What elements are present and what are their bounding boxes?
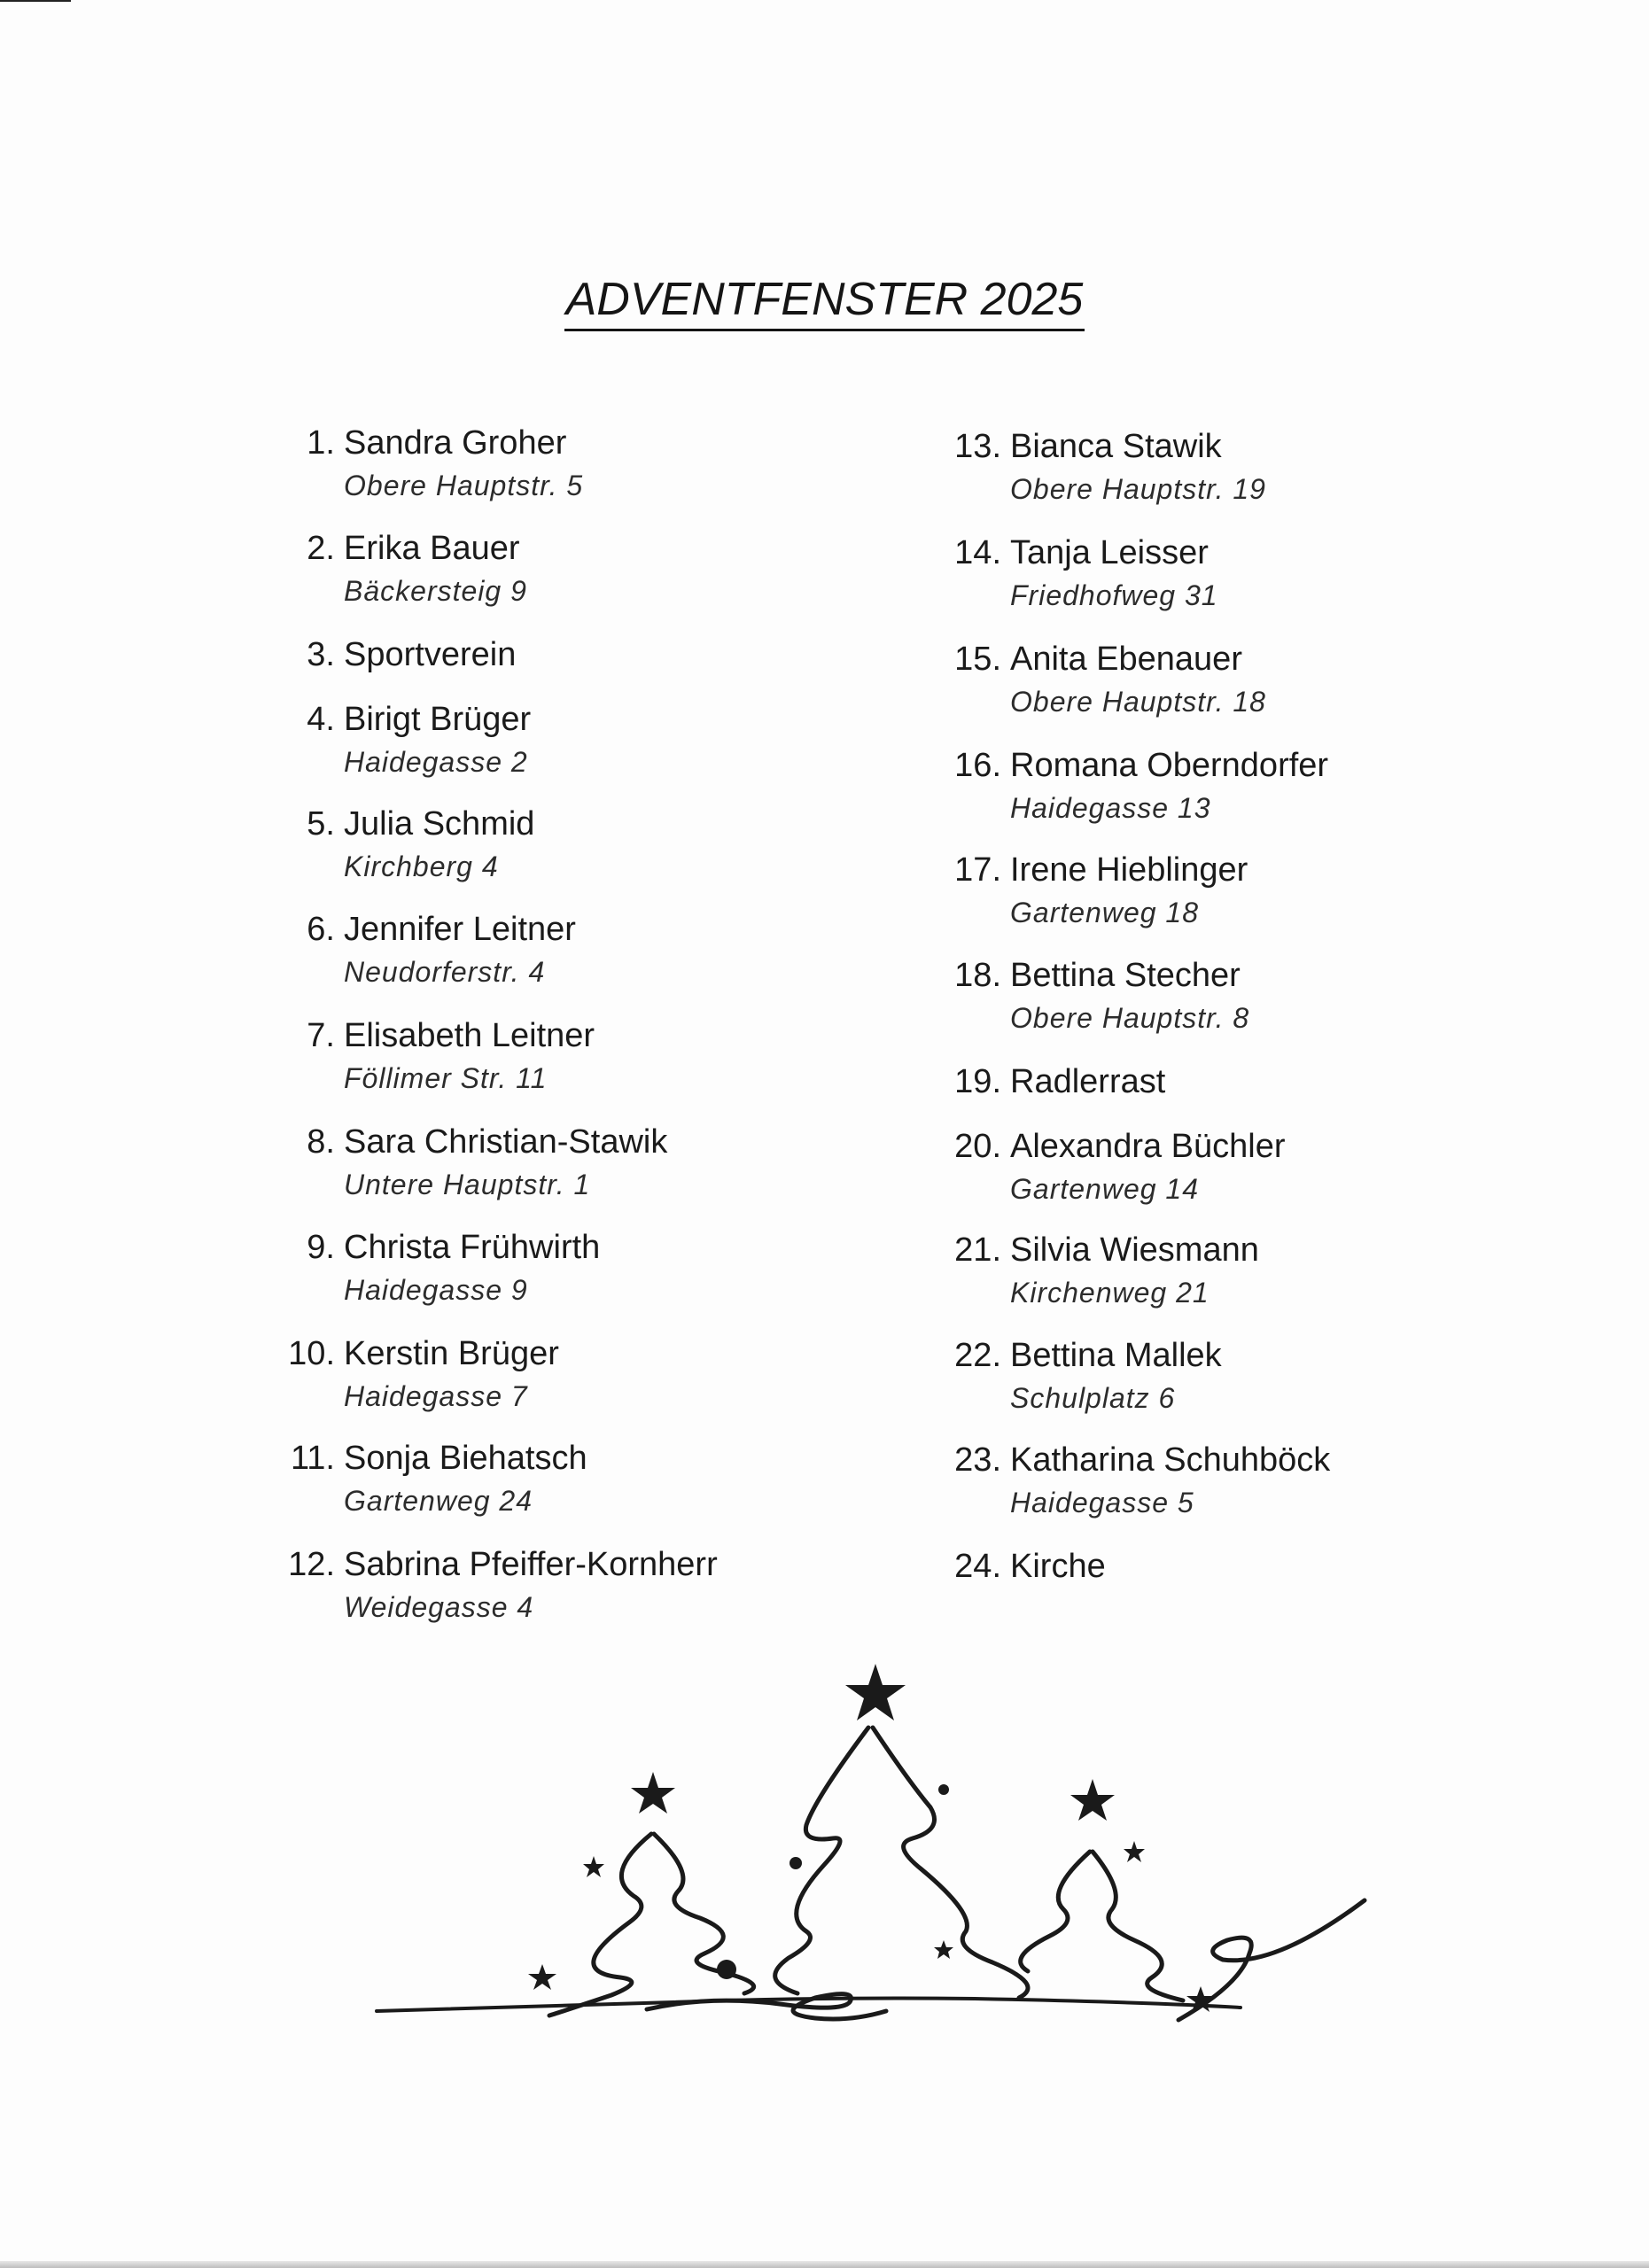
entry-name: Sara Christian-Stawik xyxy=(344,1123,668,1161)
entry-name: Julia Schmid xyxy=(344,805,535,843)
entry-name: Sandra Groher xyxy=(344,424,567,462)
entry-address: Gartenweg 24 xyxy=(344,1485,533,1517)
entry-name: Sonja Biehatsch xyxy=(344,1440,587,1477)
entry-name: Christa Frühwirth xyxy=(344,1229,601,1266)
list-item: 5. Julia Schmid Kirchberg 4 xyxy=(344,803,534,884)
entry-name: Tanja Leisser xyxy=(1010,534,1209,571)
list-item: 17. Irene Hieblinger Gartenweg 18 xyxy=(1010,849,1248,930)
entry-name: Alexandra Büchler xyxy=(1010,1128,1286,1165)
list-item: 10. Kerstin Brüger Haidegasse 7 xyxy=(344,1332,559,1414)
entry-address: Gartenweg 18 xyxy=(1010,897,1200,928)
entry-address: Friedhofweg 31 xyxy=(1010,579,1218,611)
entry-name: Katharina Schuhböck xyxy=(1010,1441,1331,1479)
list-item: 1. Sandra Groher Obere Hauptstr. 5 xyxy=(344,422,583,503)
scan-edge-top xyxy=(0,0,71,2)
list-item: 15. Anita Ebenauer Obere Hauptstr. 18 xyxy=(1010,638,1266,719)
list-item: 13. Bianca Stawik Obere Hauptstr. 19 xyxy=(1010,425,1266,507)
scan-edge-bottom xyxy=(0,2261,1649,2268)
list-item: 24. Kirche xyxy=(1010,1545,1106,1588)
entry-name: Elisabeth Leitner xyxy=(344,1017,595,1054)
entry-name: Bettina Stecher xyxy=(1010,957,1241,994)
entry-name: Irene Hieblinger xyxy=(1010,851,1248,889)
entry-address: Haidegasse 5 xyxy=(1010,1487,1194,1518)
list-item: 20. Alexandra Büchler Gartenweg 14 xyxy=(1010,1125,1286,1207)
entry-address: Obere Hauptstr. 5 xyxy=(344,470,584,501)
list-item: 23. Katharina Schuhböck Haidegasse 5 xyxy=(1010,1439,1330,1520)
list-item: 12. Sabrina Pfeiffer-Kornherr Weidegasse 4 xyxy=(344,1543,718,1625)
list-item: 11. Sonja Biehatsch Gartenweg 24 xyxy=(344,1437,587,1518)
list-item: 7. Elisabeth Leitner Föllimer Str. 11 xyxy=(344,1014,595,1096)
entry-name: Silvia Wiesmann xyxy=(1010,1231,1259,1269)
entry-address: Bäckersteig 9 xyxy=(344,575,527,607)
entry-name: Romana Oberndorfer xyxy=(1010,747,1329,784)
page-title: ADVENTFENSTER 2025 xyxy=(0,273,1649,326)
list-item: 14. Tanja Leisser Friedhofweg 31 xyxy=(1010,532,1218,613)
entry-address: Kirchberg 4 xyxy=(344,850,499,882)
entry-address: Schulplatz 6 xyxy=(1010,1382,1176,1414)
christmas-trees-illustration xyxy=(354,1648,1382,2073)
entry-name: Bianca Stawik xyxy=(1010,428,1222,465)
entry-address: Föllimer Str. 11 xyxy=(344,1062,548,1094)
list-item: 22. Bettina Mallek Schulplatz 6 xyxy=(1010,1334,1222,1416)
list-item: 16. Romana Oberndorfer Haidegasse 13 xyxy=(1010,744,1328,826)
list-item: 2. Erika Bauer Bäckersteig 9 xyxy=(344,527,527,609)
entry-name: Birigt Brüger xyxy=(344,701,532,738)
entry-address: Gartenweg 14 xyxy=(1010,1173,1200,1205)
list-item: 19. Radlerrast xyxy=(1010,1060,1165,1103)
entry-name: Kerstin Brüger xyxy=(344,1335,559,1372)
entry-address: Kirchenweg 21 xyxy=(1010,1277,1210,1309)
entry-name: Jennifer Leitner xyxy=(344,911,576,948)
entry-name: Anita Ebenauer xyxy=(1010,641,1242,678)
entry-address: Obere Hauptstr. 19 xyxy=(1010,473,1266,505)
entry-name: Kirche xyxy=(1010,1548,1106,1585)
list-item: 8. Sara Christian-Stawik Untere Hauptstr. 1 xyxy=(344,1121,667,1202)
list-item: 4. Birigt Brüger Haidegasse 2 xyxy=(344,698,531,780)
list-item: 18. Bettina Stecher Obere Hauptstr. 8 xyxy=(1010,954,1249,1036)
entry-address: Weidegasse 4 xyxy=(344,1591,534,1623)
list-item: 21. Silvia Wiesmann Kirchenweg 21 xyxy=(1010,1229,1259,1310)
entry-name: Sabrina Pfeiffer-Kornherr xyxy=(344,1546,718,1583)
entry-address: Haidegasse 9 xyxy=(344,1274,528,1306)
list-item: 3. Sportverein xyxy=(344,633,516,676)
entry-name: Radlerrast xyxy=(1010,1063,1166,1100)
entry-name: Sportverein xyxy=(344,636,517,673)
list-item: 9. Christa Frühwirth Haidegasse 9 xyxy=(344,1226,600,1308)
entry-name: Erika Bauer xyxy=(344,530,520,567)
entry-address: Obere Hauptstr. 8 xyxy=(1010,1002,1250,1034)
entry-address: Untere Hauptstr. 1 xyxy=(344,1169,591,1200)
entry-address: Neudorferstr. 4 xyxy=(344,956,546,988)
entry-address: Haidegasse 13 xyxy=(1010,792,1211,824)
entry-name: Bettina Mallek xyxy=(1010,1337,1222,1374)
entry-address: Haidegasse 2 xyxy=(344,746,528,778)
entry-address: Haidegasse 7 xyxy=(344,1380,528,1412)
list-item: 6. Jennifer Leitner Neudorferstr. 4 xyxy=(344,908,576,990)
entry-address: Obere Hauptstr. 18 xyxy=(1010,686,1266,718)
